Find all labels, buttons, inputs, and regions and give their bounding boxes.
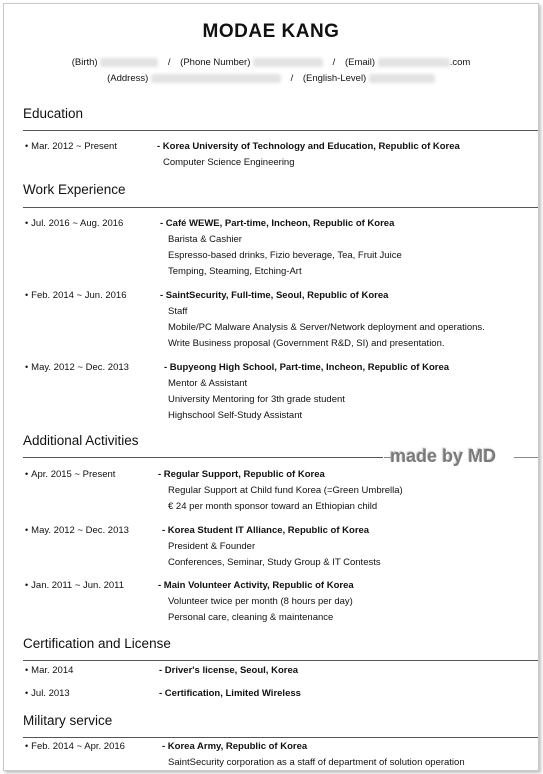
entry-date: • Mar. 2014 (25, 665, 74, 676)
section-divider (514, 457, 539, 458)
section-divider (23, 207, 539, 208)
entry-detail: Write Business proposal (Government R&D, SI) and presentation. (168, 338, 445, 349)
email-label: (Email) (344, 57, 376, 68)
resume-name: MODAE KANG (202, 21, 340, 42)
email-suffix: .com (449, 57, 471, 68)
entry-date: • Jan. 2011 ~ Jun. 2011 (25, 580, 125, 591)
address-label: (Address) (107, 73, 149, 84)
entry-detail: President & Founder (168, 541, 256, 552)
entry-detail: Computer Science Engineering (163, 157, 295, 168)
entry-date: • Mar. 2012 ~ Present (25, 141, 117, 152)
entry-title: - Korea University of Technology and Education, Republic of Korea (157, 141, 460, 152)
birth-label: (Birth) (71, 57, 98, 68)
contact-row-2 (4, 73, 538, 84)
entry-detail: SaintSecurity corporation as a staff of department of solution operation (168, 757, 465, 768)
entry-title: - Korea Student IT Alliance, Republic of Korea (162, 525, 370, 536)
entry-detail: Espresso-based drinks, Fizio beverage, Tea, Fruit Juice (168, 250, 402, 261)
entry-detail: Temping, Steaming, Etching-Art (168, 266, 302, 277)
english-level-label: (English-Level) (302, 73, 367, 84)
separator: / (290, 73, 294, 84)
redacted-address (151, 74, 281, 83)
entry-date: • Jul. 2013 (25, 688, 70, 699)
section-title-military-service: Military service (23, 713, 113, 728)
section-divider (23, 130, 539, 131)
entry-detail: Regular Support at Child fund Korea (=Green Umbrella) (168, 485, 403, 496)
entry-detail: Volunteer twice per month (8 hours per day) (168, 596, 353, 607)
contact-row-1 (4, 57, 538, 68)
entry-date: • Apr. 2015 ~ Present (25, 469, 116, 480)
section-divider (23, 737, 539, 738)
separator: / (167, 57, 171, 68)
entry-detail: Mentor & Assistant (168, 378, 248, 389)
entry-title: - SaintSecurity, Full-time, Seoul, Republic of Korea (160, 290, 389, 301)
entry-title: - Certification, Limited Wireless (159, 688, 301, 699)
entry-date: • May. 2012 ~ Dec. 2013 (25, 362, 129, 373)
separator: / (332, 57, 336, 68)
entry-detail: Mobile/PC Malware Analysis & Server/Network deployment and operations. (168, 322, 485, 333)
entry-detail: € 24 per month sponsor toward an Ethiopian child (168, 501, 378, 512)
phone-label: (Phone Number) (180, 57, 251, 68)
redacted-email (378, 58, 450, 67)
section-title-work-experience: Work Experience (23, 182, 126, 197)
entry-detail: Conferences, Seminar, Study Group & IT Contests (168, 557, 381, 568)
entry-detail: Highschool Self-Study Assistant (168, 410, 303, 421)
resume-page (3, 3, 539, 771)
entry-detail: Personal care, cleaning & maintenance (168, 612, 334, 623)
section-divider (23, 457, 383, 458)
section-divider (23, 660, 539, 661)
entry-title: - Bupyeong High School, Part-time, Incheon, Republic of Korea (164, 362, 450, 373)
redacted-birth (100, 58, 158, 67)
entry-detail: Staff (168, 306, 188, 317)
entry-date: • Jul. 2016 ~ Aug. 2016 (25, 218, 124, 229)
entry-date: • May. 2012 ~ Dec. 2013 (25, 525, 129, 536)
entry-title: - Driver's license, Seoul, Korea (159, 665, 299, 676)
redacted-phone (253, 58, 323, 67)
entry-date: • Feb. 2014 ~ Apr. 2016 (25, 741, 125, 752)
redacted-english-level (369, 74, 435, 83)
entry-title: - Regular Support, Republic of Korea (158, 469, 325, 480)
entry-title: - Korea Army, Republic of Korea (162, 741, 308, 752)
section-title-education: Education (23, 106, 84, 121)
entry-date: • Feb. 2014 ~ Jun. 2016 (25, 290, 127, 301)
entry-detail: Barista & Cashier (168, 234, 242, 245)
entry-title: - Café WEWE, Part-time, Incheon, Republic of Korea (160, 218, 395, 229)
section-title-additional-activities: Additional Activities (23, 433, 139, 448)
entry-detail: University Mentoring for 3th grade student (168, 394, 345, 405)
watermark: made by MD (390, 446, 497, 466)
section-title-certification: Certification and License (23, 636, 171, 651)
entry-title: - Main Volunteer Activity, Republic of Korea (158, 580, 354, 591)
